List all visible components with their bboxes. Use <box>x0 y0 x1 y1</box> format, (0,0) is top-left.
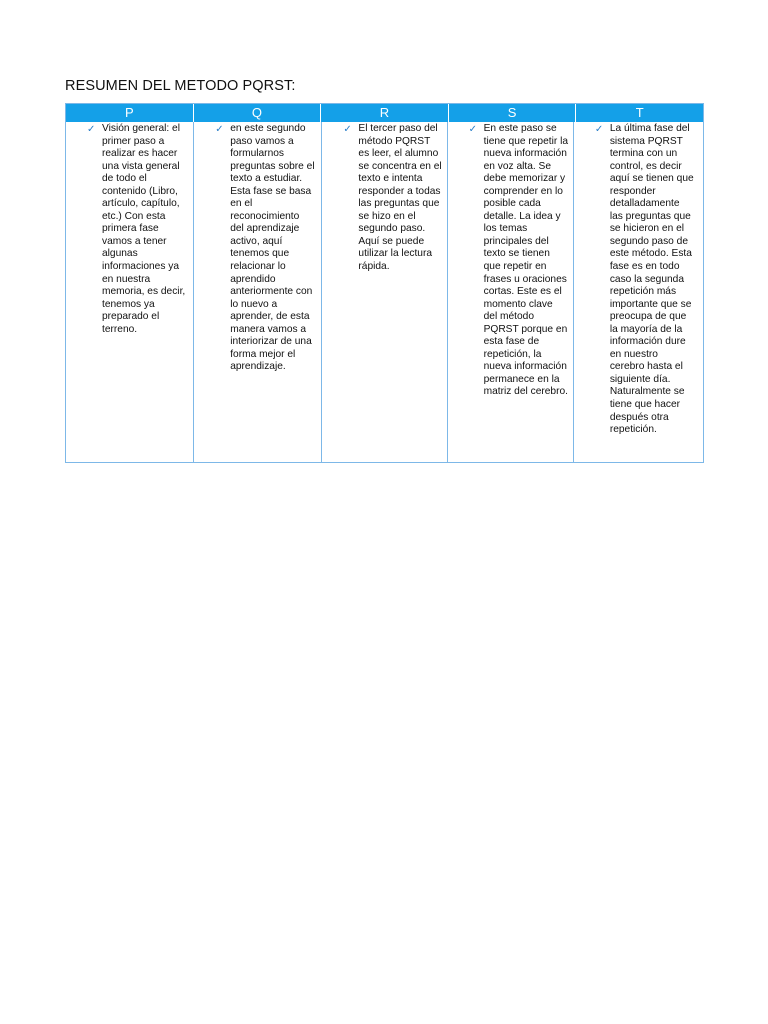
body-cell-s <box>447 122 573 462</box>
header-cell-p: P <box>124 105 134 120</box>
checkmark-icon: ✓ <box>468 124 477 135</box>
body-cell-p <box>66 122 193 462</box>
cell-text-s: En este paso se tiene que repetir la nueva información en voz alta. Se debe memorizar y comprender en lo posible cada detalle. La idea y los temas principales del texto se tienen que repetir en frases u oraciones cortas. Este es el momento clave del método PQRST porque en esta fase de repetición, la nueva información permanece en la matriz del cerebro. <box>483 123 568 398</box>
body-cell-q <box>193 122 321 462</box>
header-cell-q: Q <box>193 104 321 122</box>
cell-text-p: Visión general: el primer paso a realizar es hacer una vista general de todo el contenido (Libro, artículo, capítulo, etc.) Con esta primera fase vamos a tener algunas informaciones ya en nuestra memoria, es decir, tenemos ya preparado el terreno. <box>102 123 186 335</box>
checkmark-icon: ✓ <box>215 124 224 135</box>
header-cell-s: S <box>448 104 576 122</box>
table-body-row <box>66 122 703 462</box>
body-cell-r <box>321 122 446 462</box>
table-header-row <box>66 104 703 122</box>
page-title: RESUMEN DEL METODO PQRST: <box>65 78 296 94</box>
body-cell-t <box>573 122 703 462</box>
header-cell-t: T <box>575 104 703 122</box>
cell-text-t: La última fase del sistema PQRST termina con un control, es decir aquí se tienen que responder detalladamente las preguntas que se hicieron en el segundo paso de este método. Esta fase es en todo caso la segunda repetición más importante que se preocupa de que la mayoría de la información dure en nuestro cerebro hasta el siguiente día. Naturalmente se tiene que hacer después otra repetición. <box>609 123 694 436</box>
header-cell-r: R <box>320 104 448 122</box>
checkmark-icon: ✓ <box>343 124 352 135</box>
checkmark-icon: ✓ <box>87 124 96 135</box>
cell-text-r: El tercer paso del método PQRST es leer, el alumno se concentra en el texto e intenta responder a todas las preguntas que se hizo en el segundo paso. Aquí se puede utilizar la lectura rápida. <box>358 123 442 273</box>
cell-text-q: en este segundo paso vamos a formularnos preguntas sobre el texto a estudiar. Esta fase se basa en el reconocimiento del aprendizaje activo, aquí tenemos que relacionar lo aprendido anteriormente con lo nuevo a aprender, de esta manera vamos a interiorizar de una forma mejor el aprendizaje. <box>230 123 315 373</box>
checkmark-icon: ✓ <box>594 124 604 135</box>
pqrst-table <box>65 103 704 463</box>
